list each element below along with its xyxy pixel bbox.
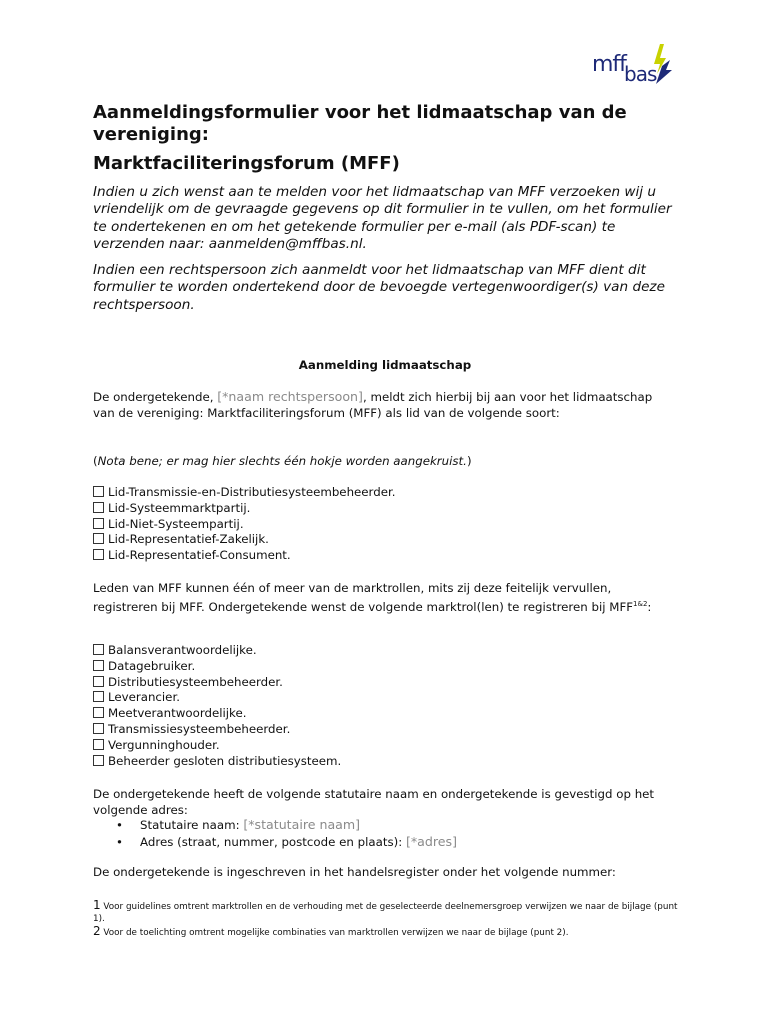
- intro-paragraph: Indien u zich wenst aan te melden voor het lidmaatschap van MFF verzoeken wij u vriendelijk om de gevraagde gegevens op dit formulier in te vullen, om het formulier te ondertekenen en om het getekende formulier per e-mail (als PDF-scan) te verzenden naar: aanmelden@mffbas.nl.: [93, 184, 672, 253]
- checkbox[interactable]: [93, 549, 104, 560]
- legal-entity-name-field[interactable]: [*naam rechtspersoon]: [217, 389, 363, 404]
- nota-bene-note: (Nota bene; er mag hier slechts één hokje worden aangekruist.): [93, 454, 472, 468]
- member-type-option: Lid-Representatief-Consument.: [93, 548, 395, 564]
- logo-text-bas: bas: [624, 62, 657, 86]
- checkbox[interactable]: [93, 486, 104, 497]
- bullet-icon: •: [116, 818, 123, 832]
- market-role-option: Meetverantwoordelijke.: [93, 706, 341, 722]
- checkbox[interactable]: [93, 755, 104, 766]
- member-type-option: Lid-Transmissie-en-Distributiesysteembeheerder.: [93, 485, 395, 501]
- market-role-option: Leverancier.: [93, 690, 341, 706]
- market-roles-paragraph: Leden van MFF kunnen één of meer van de marktrollen, mits zij deze feitelijk vervullen, registreren bij MFF. Ondergetekende wenst de volgende marktrol(len) te registreren bij $MFF^{1\&2}$:: [93, 581, 652, 614]
- checkbox[interactable]: [93, 676, 104, 687]
- market-role-option: Distributiesysteembeheerder.: [93, 675, 341, 691]
- market-role-option: Transmissiesysteembeheerder.: [93, 722, 341, 738]
- address-paragraph: De ondergetekende heeft de volgende statutaire naam en ondergetekende is gevestigd op het volgende adres:: [93, 787, 655, 817]
- footnote-reference: 1&2: [633, 600, 648, 608]
- market-role-option: Balansverantwoordelijke.: [93, 643, 341, 659]
- statutory-name-field[interactable]: [*statutaire naam]: [243, 817, 361, 832]
- form-title: Aanmeldingsformulier voor het lidmaatschap van de vereniging:: [93, 102, 627, 145]
- checkbox[interactable]: [93, 644, 104, 655]
- form-subtitle: Marktfaciliteringsforum (MFF): [93, 153, 400, 174]
- market-role-option: Beheerder gesloten distributiesysteem.: [93, 754, 341, 770]
- checkbox[interactable]: [93, 518, 104, 529]
- section-heading: Aanmelding lidmaatschap: [298, 358, 472, 372]
- lightning-bolt-icon: [650, 44, 676, 86]
- list-item: • Statutaire naam: [*statutaire naam]: [116, 817, 361, 832]
- member-type-list: [93, 485, 395, 564]
- membership-paragraph: De ondergetekende, [*naam rechtspersoon], meldt zich hierbij bij aan voor het lidmaatschap van de vereniging: Marktfaciliteringsforum (MFF) als lid van de volgende soort:: [93, 389, 653, 420]
- trade-register-paragraph: De ondergetekende is ingeschreven in het handelsregister onder het volgende nummer:: [93, 865, 616, 879]
- member-type-option: Lid-Representatief-Zakelijk.: [93, 532, 395, 548]
- footnote: 2 Voor de toelichting omtrent mogelijke combinaties van marktrollen verwijzen we naar de bijlage (punt 2).: [93, 924, 569, 938]
- checkbox[interactable]: [93, 533, 104, 544]
- market-role-list: [93, 643, 341, 769]
- checkbox[interactable]: [93, 723, 104, 734]
- address-list: [116, 817, 457, 851]
- checkbox[interactable]: [93, 660, 104, 671]
- address-field[interactable]: [*adres]: [405, 833, 457, 849]
- member-type-option: Lid-Niet-Systeempartij.: [93, 517, 395, 533]
- list-item: • Adres (straat, nummer, postcode en plaats): [*adres]: [116, 833, 457, 849]
- member-type-option: Lid-Systeemmarktpartij.: [93, 501, 395, 517]
- checkbox[interactable]: [93, 502, 104, 513]
- logo-text-mff: mff: [592, 52, 626, 77]
- footnote: 1 Voor guidelines omtrent marktrollen en de verhouding met de geselecteerde deelnemersgroep verwijzen we naar de bijlage (punt 1).: [93, 898, 678, 924]
- market-role-option: Datagebruiker.: [93, 659, 341, 675]
- checkbox[interactable]: [93, 707, 104, 718]
- market-role-option: Vergunninghouder.: [93, 738, 341, 754]
- mffbas-logo: [592, 44, 678, 86]
- checkbox[interactable]: [93, 739, 104, 750]
- intro-paragraph: Indien een rechtspersoon zich aanmeldt voor het lidmaatschap van MFF dient dit formulier te worden ondertekend door de bevoegde vertegenwoordiger(s) van deze rechtspersoon.: [93, 262, 665, 313]
- bullet-icon: •: [116, 834, 123, 849]
- checkbox[interactable]: [93, 691, 104, 702]
